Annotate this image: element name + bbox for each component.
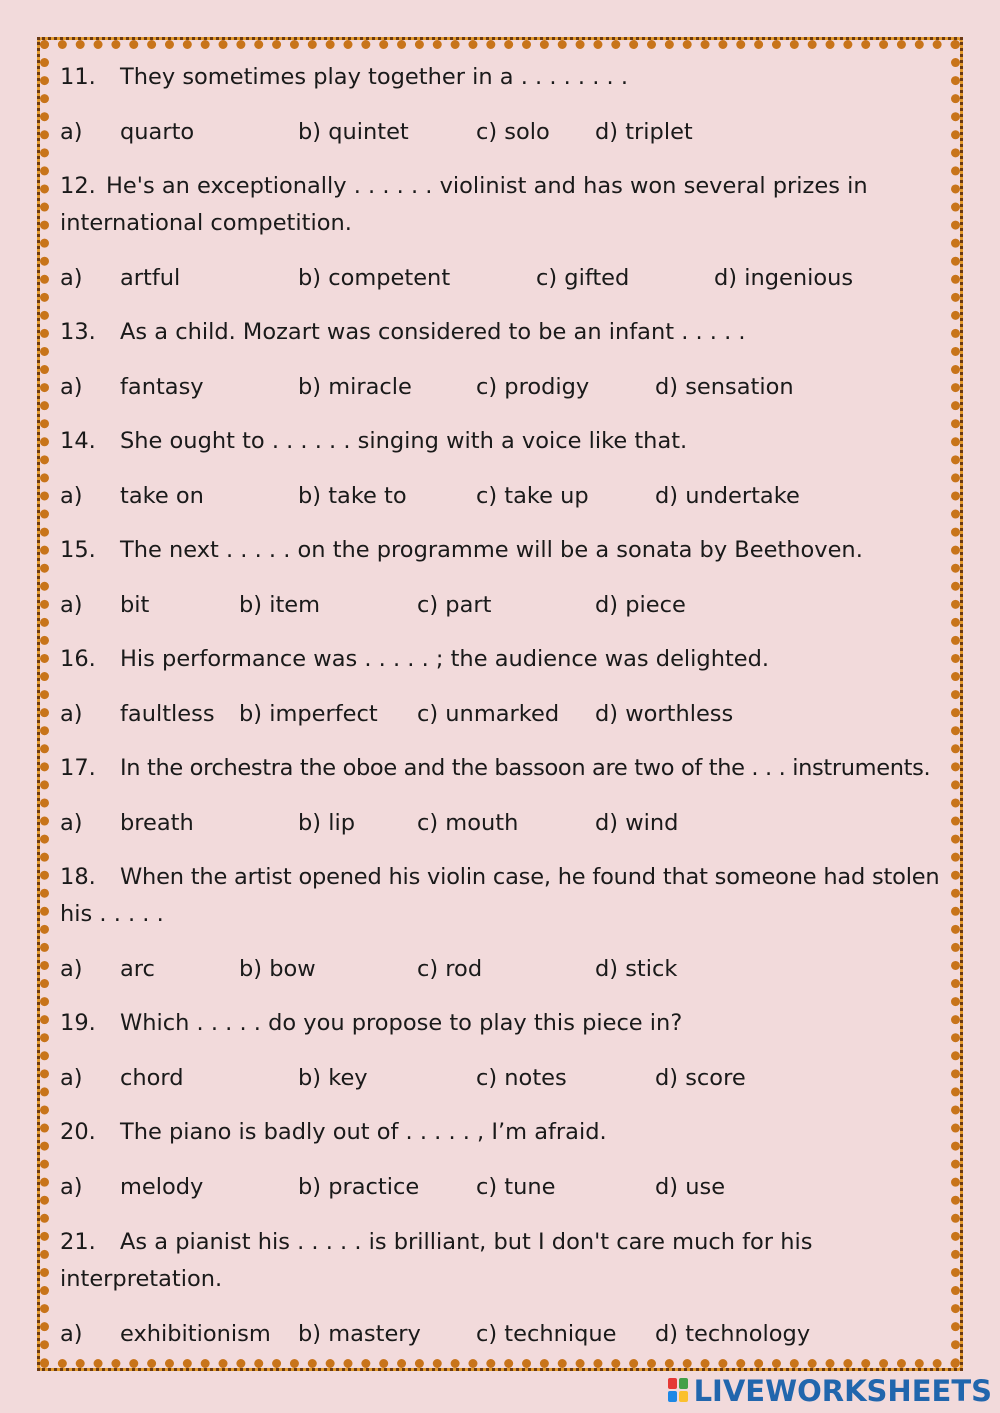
question-text: He's an exceptionally . . . . . . violinist and has won several prizes in [106, 173, 868, 199]
question-text: His performance was . . . . . ; the audience was delighted. [120, 646, 770, 672]
option-d[interactable]: d) wind [595, 810, 679, 836]
question-number: 14. [60, 428, 96, 454]
option-b[interactable]: b) item [239, 592, 321, 618]
question-number: 11. [60, 64, 96, 90]
question-text: In the orchestra the oboe and the bassoon are two of the . . . instruments. [120, 755, 931, 781]
logo-mark-icon [668, 1378, 690, 1404]
option-d[interactable]: d) sensation [655, 374, 794, 400]
option-a[interactable]: faultless [120, 701, 215, 727]
option-label[interactable]: a) [60, 1065, 83, 1091]
question-text-line2: his . . . . . [60, 901, 164, 927]
option-a[interactable]: arc [120, 956, 155, 982]
question-text: She ought to . . . . . . singing with a voice like that. [120, 428, 688, 454]
question-number: 15. [60, 537, 96, 563]
option-d[interactable]: d) worthless [595, 701, 734, 727]
option-a[interactable]: quarto [120, 119, 195, 145]
option-a[interactable]: melody [120, 1174, 204, 1200]
option-c[interactable]: c) rod [417, 956, 483, 982]
option-label[interactable]: a) [60, 265, 83, 291]
question-number: 19. [60, 1010, 96, 1036]
question-number: 17. [60, 755, 96, 781]
option-a[interactable]: chord [120, 1065, 184, 1091]
option-b[interactable]: b) quintet [298, 119, 409, 145]
option-label[interactable]: a) [60, 1174, 83, 1200]
option-b[interactable]: b) competent [298, 265, 451, 291]
question-number: 13. [60, 319, 96, 345]
option-b[interactable]: b) key [298, 1065, 368, 1091]
option-label[interactable]: a) [60, 810, 83, 836]
question-number: 18. [60, 864, 96, 890]
option-c[interactable]: c) solo [476, 119, 550, 145]
option-label[interactable]: a) [60, 592, 83, 618]
option-label[interactable]: a) [60, 374, 83, 400]
option-label[interactable]: a) [60, 119, 83, 145]
question-number: 12. [60, 173, 96, 199]
option-c[interactable]: c) notes [476, 1065, 567, 1091]
question-text: As a child. Mozart was considered to be an infant . . . . . [120, 319, 746, 345]
option-d[interactable]: d) stick [595, 956, 678, 982]
option-c[interactable]: c) tune [476, 1174, 556, 1200]
option-b[interactable]: b) miracle [298, 374, 412, 400]
option-label[interactable]: a) [60, 956, 83, 982]
option-b[interactable]: b) imperfect [239, 701, 378, 727]
option-c[interactable]: c) gifted [536, 265, 630, 291]
option-d[interactable]: d) triplet [595, 119, 693, 145]
option-d[interactable]: d) undertake [655, 483, 800, 509]
option-a[interactable]: artful [120, 265, 181, 291]
option-d[interactable]: d) technology [655, 1321, 811, 1347]
option-b[interactable]: b) take to [298, 483, 407, 509]
option-a[interactable]: exhibitionism [120, 1321, 271, 1347]
option-a[interactable]: bit [120, 592, 150, 618]
option-d[interactable]: d) piece [595, 592, 686, 618]
liveworksheets-logo [668, 1373, 992, 1409]
option-b[interactable]: b) lip [298, 810, 355, 836]
option-d[interactable]: d) ingenious [714, 265, 854, 291]
option-a[interactable]: fantasy [120, 374, 204, 400]
question-text: As a pianist his . . . . . is brilliant, but I don't care much for his [120, 1229, 813, 1255]
option-d[interactable]: d) score [655, 1065, 746, 1091]
question-number: 21. [60, 1229, 96, 1255]
logo-text: LIVEWORKSHEETS [693, 1374, 992, 1408]
option-a[interactable]: take on [120, 483, 204, 509]
question-text: Which . . . . . do you propose to play this piece in? [120, 1010, 683, 1036]
option-d[interactable]: d) use [655, 1174, 726, 1200]
option-c[interactable]: c) prodigy [476, 374, 590, 400]
option-c[interactable]: c) take up [476, 483, 589, 509]
question-text: The piano is badly out of . . . . . , I’m afraid. [120, 1119, 607, 1145]
question-number: 16. [60, 646, 96, 672]
option-label[interactable]: a) [60, 483, 83, 509]
option-c[interactable]: c) mouth [417, 810, 519, 836]
option-c[interactable]: c) technique [476, 1321, 617, 1347]
option-b[interactable]: b) bow [239, 956, 316, 982]
question-number: 20. [60, 1119, 96, 1145]
question-text: They sometimes play together in a . . . . . . . . [120, 64, 628, 90]
option-b[interactable]: b) mastery [298, 1321, 421, 1347]
option-label[interactable]: a) [60, 701, 83, 727]
question-text: The next . . . . . on the programme will be a sonata by Beethoven. [120, 537, 863, 563]
option-label[interactable]: a) [60, 1321, 83, 1347]
question-text-line2: international competition. [60, 210, 352, 236]
question-text: When the artist opened his violin case, he found that someone had stolen [120, 864, 940, 890]
option-c[interactable]: c) part [417, 592, 492, 618]
option-c[interactable]: c) unmarked [417, 701, 560, 727]
option-a[interactable]: breath [120, 810, 194, 836]
option-b[interactable]: b) practice [298, 1174, 420, 1200]
question-text-line2: interpretation. [60, 1266, 223, 1292]
